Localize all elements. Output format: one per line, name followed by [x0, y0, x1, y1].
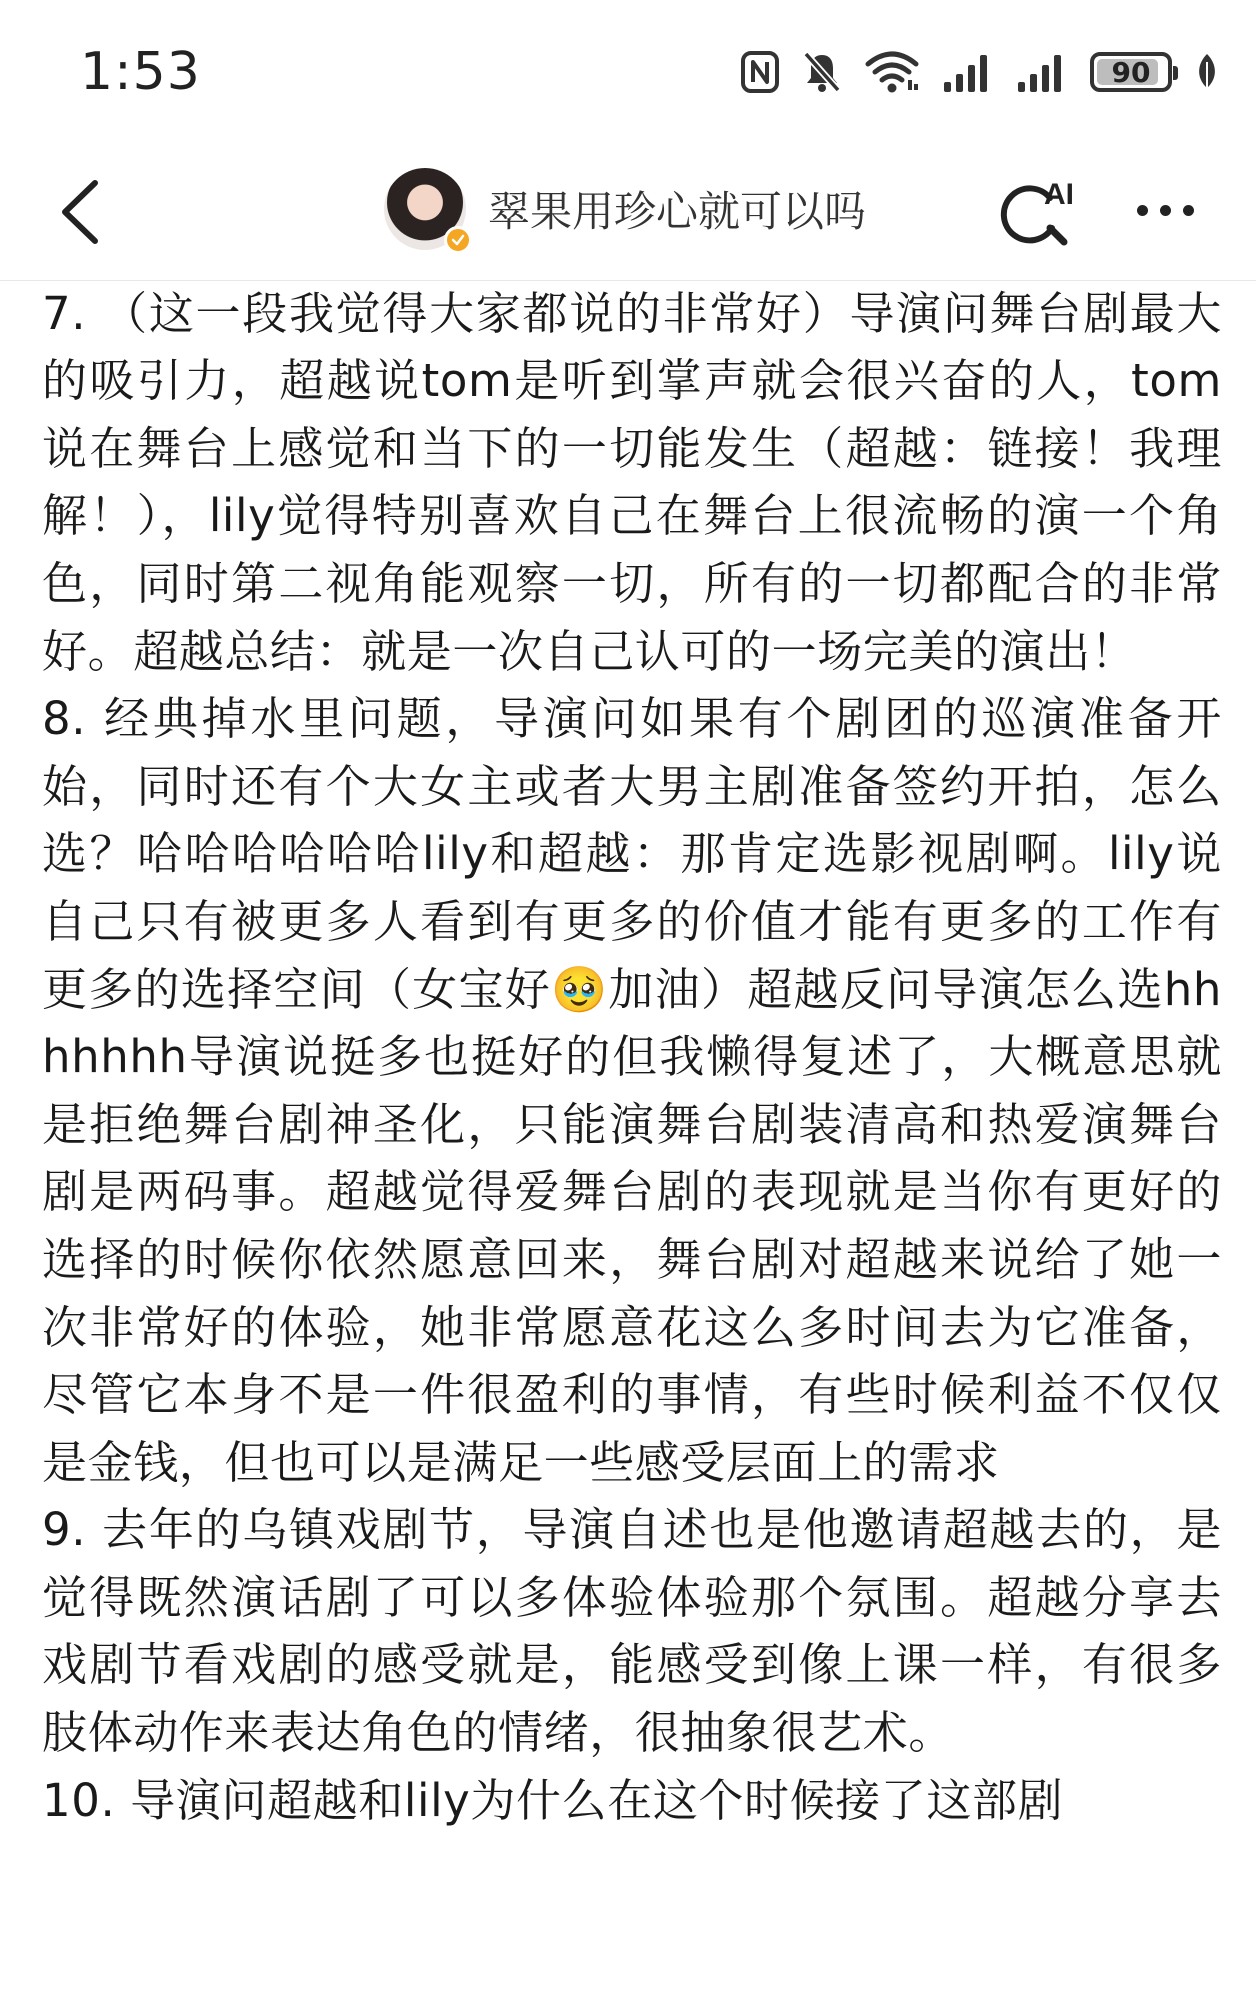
signal-icon	[1016, 50, 1068, 94]
avatar[interactable]	[384, 168, 466, 250]
signal-icon	[942, 50, 994, 94]
back-button[interactable]	[40, 172, 120, 252]
author-profile-link[interactable]	[384, 164, 866, 254]
nfc-icon	[740, 50, 780, 94]
article-paragraph: 7. （这一段我觉得大家都说的非常好）导演问舞台剧最大的吸引力，超越说tom是听到掌声就会很兴奋的人，tom说在舞台上感觉和当下的一切能发生（超越：链接！我理解！），lily觉得特别喜欢自己在舞台上很流畅的演一个角色，同时第二视角能观察一切，所有的一切都配合的非常好。超越总结：就是一次自己认可的一场完美的演出！	[42, 286, 1222, 678]
ai-search-button[interactable]	[990, 166, 1086, 262]
article-paragraph: 8. 经典掉水里问题，导演问如果有个剧团的巡演准备开始，同时还有个大女主或者大男主剧准备签约开拍，怎么选？哈哈哈哈哈哈lily和超越：那肯定选影视剧啊。lily说自己只有被更多人看到有更多的价值才能有更多的工作有更多的选择空间（女宝好🥹加油）超越反问导演怎么选hhhhhhh导演说挺多也挺好的但我懒得复述了，大概意思就是拒绝舞台剧神圣化，只能演舞台剧装清高和热爱演舞台剧是两码事。超越觉得爱舞台剧的表现就是当你有更好的选择的时候你依然愿意回来，舞台剧对超越来说给了她一次非常好的体验，她非常愿意花这么多时间去为它准备，尽管它本身不是一件很盈利的事情，有些时候利益不仅仅是金钱，但也可以是满足一些感受层面上的需求	[42, 692, 1222, 1489]
article-paragraph: 9. 去年的乌镇戏剧节，导演自述也是他邀请超越去的，是觉得既然演话剧了可以多体验体验那个氛围。超越分享去戏剧节看戏剧的感受就是，能感受到像上课一样，有很多肢体动作来表达角色的情绪，很抽象很艺术。	[42, 1503, 1222, 1760]
leaf-icon	[1194, 50, 1220, 94]
back-arrow-icon	[55, 177, 105, 247]
ai-label: AI	[1044, 178, 1074, 211]
ai-search-icon	[990, 166, 1086, 262]
article-body	[42, 212, 1222, 1834]
status-time: 1:53	[80, 42, 201, 102]
author-username[interactable]: 翠果用珍心就可以吗	[488, 187, 867, 236]
more-options-button[interactable]	[1120, 180, 1210, 240]
mute-bell-icon	[802, 50, 842, 94]
article-paragraph: 10. 导演问超越和lily为什么在这个时候接了这部剧	[42, 1773, 1064, 1827]
verified-badge-icon	[444, 226, 472, 254]
wifi-icon	[864, 50, 920, 94]
status-icons	[740, 46, 1220, 98]
more-dots-icon	[1137, 205, 1194, 216]
battery-icon	[1090, 52, 1172, 92]
top-nav-bar	[0, 150, 1256, 281]
battery-nub	[1173, 66, 1178, 80]
status-bar	[0, 0, 1256, 150]
battery-level: 90	[1111, 55, 1151, 89]
